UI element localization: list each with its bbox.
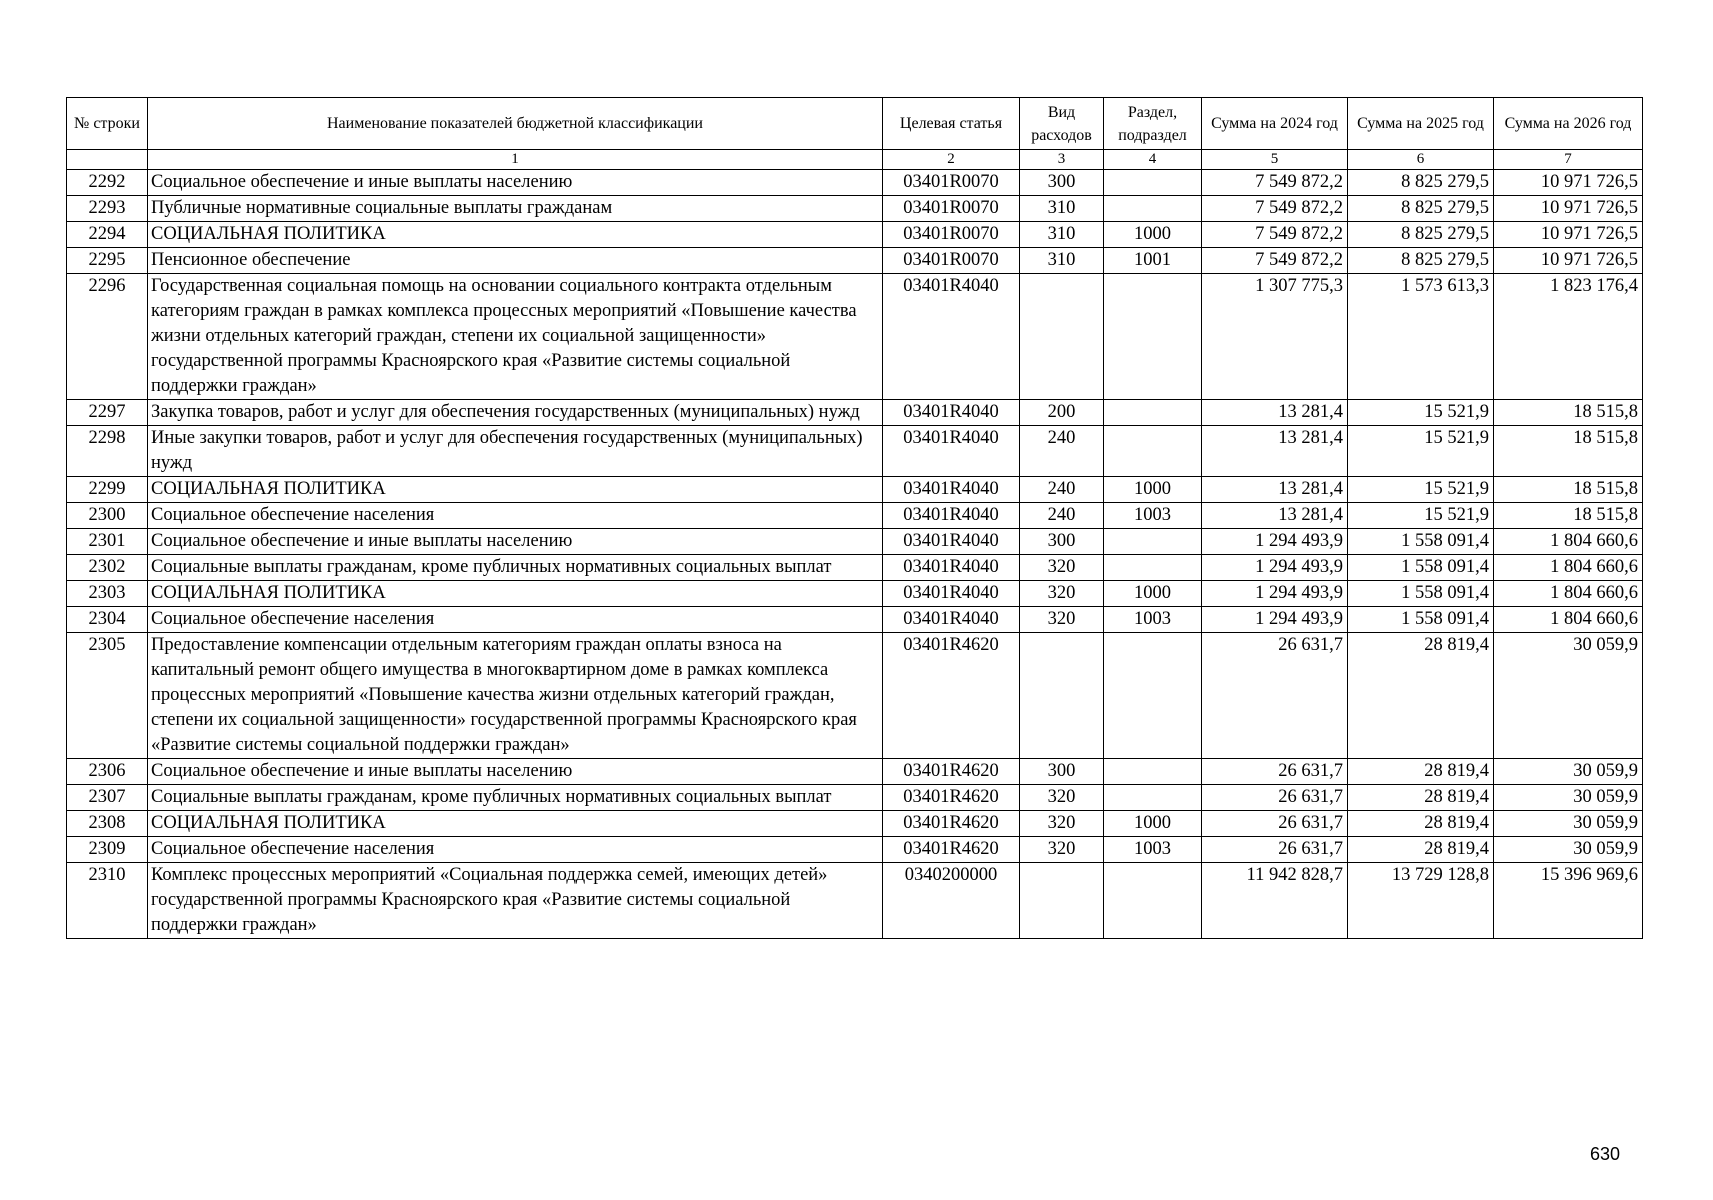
target-article-cell: 03401R4040 (883, 477, 1020, 503)
section-cell: 1000 (1104, 581, 1202, 607)
table-row (67, 222, 1643, 248)
sum-2026-cell: 30 059,9 (1494, 785, 1643, 811)
name-cell: Социальное обеспечение и иные выплаты населению (148, 529, 883, 555)
header-target: Целевая статья (883, 98, 1020, 150)
column-number: 2 (883, 150, 1020, 170)
budget-table-sheet (66, 97, 1642, 939)
row-number-cell: 2302 (67, 555, 148, 581)
sum-2024-cell: 7 549 872,2 (1202, 222, 1348, 248)
table-row (67, 581, 1643, 607)
target-article-cell: 03401R0070 (883, 196, 1020, 222)
expense-kind-cell: 240 (1020, 477, 1104, 503)
target-article-cell: 03401R4040 (883, 581, 1020, 607)
sum-2024-cell: 1 294 493,9 (1202, 555, 1348, 581)
table-row (67, 837, 1643, 863)
expense-kind-cell: 320 (1020, 555, 1104, 581)
row-number-cell: 2310 (67, 863, 148, 939)
table-row (67, 503, 1643, 529)
table-row (67, 863, 1643, 939)
sum-2026-cell: 1 804 660,6 (1494, 607, 1643, 633)
name-cell: СОЦИАЛЬНАЯ ПОЛИТИКА (148, 477, 883, 503)
sum-2025-cell: 1 573 613,3 (1348, 274, 1494, 400)
row-number-cell: 2297 (67, 400, 148, 426)
row-number-cell: 2300 (67, 503, 148, 529)
name-cell: Социальное обеспечение населения (148, 837, 883, 863)
sum-2025-cell: 28 819,4 (1348, 785, 1494, 811)
table-row (67, 633, 1643, 759)
expense-kind-cell: 320 (1020, 837, 1104, 863)
name-cell: Предоставление компенсации отдельным категориям граждан оплаты взноса на капитальный ремонт общего имущества в многоквартирном доме в рамках комплекса процессных мероприятий «Повышение качества жизни отдельных категорий граждан, степени их социальной защищенности» государственной программы Красноярского края «Развитие системы социальной поддержки граждан» (148, 633, 883, 759)
row-number-cell: 2299 (67, 477, 148, 503)
target-article-cell: 03401R4620 (883, 633, 1020, 759)
sum-2026-cell: 10 971 726,5 (1494, 222, 1643, 248)
table-row (67, 607, 1643, 633)
section-cell (1104, 555, 1202, 581)
sum-2026-cell: 18 515,8 (1494, 503, 1643, 529)
target-article-cell: 03401R4620 (883, 837, 1020, 863)
section-cell (1104, 529, 1202, 555)
table-row (67, 400, 1643, 426)
section-cell (1104, 633, 1202, 759)
expense-kind-cell: 200 (1020, 400, 1104, 426)
sum-2024-cell: 13 281,4 (1202, 426, 1348, 477)
header-sum-2024: Сумма на 2024 год (1202, 98, 1348, 150)
header-row-no: № строки (67, 98, 148, 150)
sum-2025-cell: 8 825 279,5 (1348, 196, 1494, 222)
section-cell: 1000 (1104, 811, 1202, 837)
sum-2025-cell: 8 825 279,5 (1348, 222, 1494, 248)
sum-2025-cell: 28 819,4 (1348, 633, 1494, 759)
row-number-cell: 2292 (67, 170, 148, 196)
sum-2025-cell: 1 558 091,4 (1348, 581, 1494, 607)
target-article-cell: 03401R4040 (883, 400, 1020, 426)
table-row (67, 759, 1643, 785)
section-cell: 1001 (1104, 248, 1202, 274)
column-number-row (67, 150, 1643, 170)
sum-2024-cell: 1 294 493,9 (1202, 607, 1348, 633)
column-number: 5 (1202, 150, 1348, 170)
sum-2026-cell: 10 971 726,5 (1494, 196, 1643, 222)
section-cell: 1000 (1104, 477, 1202, 503)
table-row (67, 248, 1643, 274)
column-number: 4 (1104, 150, 1202, 170)
column-number: 1 (148, 150, 883, 170)
sum-2025-cell: 1 558 091,4 (1348, 607, 1494, 633)
section-cell (1104, 426, 1202, 477)
expense-kind-cell: 320 (1020, 581, 1104, 607)
target-article-cell: 03401R0070 (883, 170, 1020, 196)
sum-2026-cell: 30 059,9 (1494, 633, 1643, 759)
name-cell: Пенсионное обеспечение (148, 248, 883, 274)
expense-kind-cell: 300 (1020, 529, 1104, 555)
row-number-cell: 2305 (67, 633, 148, 759)
expense-kind-cell: 320 (1020, 607, 1104, 633)
expense-kind-cell: 310 (1020, 222, 1104, 248)
sum-2026-cell: 15 396 969,6 (1494, 863, 1643, 939)
sum-2025-cell: 8 825 279,5 (1348, 248, 1494, 274)
name-cell: СОЦИАЛЬНАЯ ПОЛИТИКА (148, 811, 883, 837)
sum-2025-cell: 1 558 091,4 (1348, 529, 1494, 555)
target-article-cell: 03401R4040 (883, 607, 1020, 633)
budget-table (66, 97, 1643, 939)
row-number-cell: 2304 (67, 607, 148, 633)
name-cell: Комплекс процессных мероприятий «Социальная поддержка семей, имеющих детей» государственной программы Красноярского края «Развитие системы социальной поддержки граждан» (148, 863, 883, 939)
sum-2026-cell: 1 804 660,6 (1494, 555, 1643, 581)
section-cell: 1003 (1104, 837, 1202, 863)
sum-2024-cell: 13 281,4 (1202, 400, 1348, 426)
expense-kind-cell (1020, 274, 1104, 400)
header-sum-2026: Сумма на 2026 год (1494, 98, 1643, 150)
name-cell: Закупка товаров, работ и услуг для обеспечения государственных (муниципальных) нужд (148, 400, 883, 426)
sum-2025-cell: 28 819,4 (1348, 759, 1494, 785)
sum-2025-cell: 15 521,9 (1348, 503, 1494, 529)
row-number-cell: 2308 (67, 811, 148, 837)
sum-2024-cell: 13 281,4 (1202, 477, 1348, 503)
section-cell: 1003 (1104, 607, 1202, 633)
table-row (67, 170, 1643, 196)
row-number-cell: 2298 (67, 426, 148, 477)
expense-kind-cell: 300 (1020, 759, 1104, 785)
sum-2026-cell: 30 059,9 (1494, 811, 1643, 837)
sum-2024-cell: 11 942 828,7 (1202, 863, 1348, 939)
name-cell: СОЦИАЛЬНАЯ ПОЛИТИКА (148, 222, 883, 248)
target-article-cell: 03401R4040 (883, 503, 1020, 529)
table-header (67, 98, 1643, 170)
sum-2024-cell: 7 549 872,2 (1202, 196, 1348, 222)
sum-2026-cell: 18 515,8 (1494, 400, 1643, 426)
section-cell (1104, 759, 1202, 785)
target-article-cell: 0340200000 (883, 863, 1020, 939)
target-article-cell: 03401R0070 (883, 248, 1020, 274)
expense-kind-cell: 310 (1020, 196, 1104, 222)
table-row (67, 529, 1643, 555)
row-number-cell: 2296 (67, 274, 148, 400)
name-cell: Государственная социальная помощь на основании социального контракта отдельным категориям граждан в рамках комплекса процессных мероприятий «Повышение качества жизни отдельных категорий граждан, степени их социальной защищенности» государственной программы Красноярского края «Развитие системы социальной поддержки граждан» (148, 274, 883, 400)
sum-2025-cell: 8 825 279,5 (1348, 170, 1494, 196)
sum-2025-cell: 15 521,9 (1348, 426, 1494, 477)
name-cell: СОЦИАЛЬНАЯ ПОЛИТИКА (148, 581, 883, 607)
sum-2024-cell: 1 294 493,9 (1202, 529, 1348, 555)
sum-2025-cell: 15 521,9 (1348, 400, 1494, 426)
sum-2024-cell: 26 631,7 (1202, 811, 1348, 837)
name-cell: Социальное обеспечение населения (148, 607, 883, 633)
sum-2024-cell: 1 307 775,3 (1202, 274, 1348, 400)
sum-2025-cell: 13 729 128,8 (1348, 863, 1494, 939)
header-kind: Вид расходов (1020, 98, 1104, 150)
expense-kind-cell: 310 (1020, 248, 1104, 274)
sum-2026-cell: 1 823 176,4 (1494, 274, 1643, 400)
target-article-cell: 03401R4040 (883, 555, 1020, 581)
header-section: Раздел, подраздел (1104, 98, 1202, 150)
expense-kind-cell: 240 (1020, 503, 1104, 529)
expense-kind-cell (1020, 863, 1104, 939)
sum-2026-cell: 10 971 726,5 (1494, 248, 1643, 274)
target-article-cell: 03401R4040 (883, 529, 1020, 555)
sum-2025-cell: 28 819,4 (1348, 811, 1494, 837)
name-cell: Социальное обеспечение и иные выплаты населению (148, 759, 883, 785)
expense-kind-cell: 320 (1020, 811, 1104, 837)
sum-2024-cell: 7 549 872,2 (1202, 248, 1348, 274)
expense-kind-cell: 240 (1020, 426, 1104, 477)
section-cell (1104, 170, 1202, 196)
row-number-cell: 2293 (67, 196, 148, 222)
sum-2026-cell: 1 804 660,6 (1494, 529, 1643, 555)
section-cell: 1000 (1104, 222, 1202, 248)
target-article-cell: 03401R0070 (883, 222, 1020, 248)
row-number-cell: 2295 (67, 248, 148, 274)
sum-2025-cell: 28 819,4 (1348, 837, 1494, 863)
sum-2026-cell: 30 059,9 (1494, 759, 1643, 785)
column-number: 3 (1020, 150, 1104, 170)
row-number-cell: 2303 (67, 581, 148, 607)
section-cell (1104, 400, 1202, 426)
column-number: 7 (1494, 150, 1643, 170)
table-row (67, 274, 1643, 400)
name-cell: Социальные выплаты гражданам, кроме публичных нормативных социальных выплат (148, 555, 883, 581)
expense-kind-cell: 320 (1020, 785, 1104, 811)
sum-2026-cell: 30 059,9 (1494, 837, 1643, 863)
sum-2025-cell: 1 558 091,4 (1348, 555, 1494, 581)
name-cell: Социальное обеспечение и иные выплаты населению (148, 170, 883, 196)
sum-2026-cell: 10 971 726,5 (1494, 170, 1643, 196)
row-number-cell: 2307 (67, 785, 148, 811)
name-cell: Иные закупки товаров, работ и услуг для обеспечения государственных (муниципальных) нужд (148, 426, 883, 477)
sum-2024-cell: 26 631,7 (1202, 785, 1348, 811)
name-cell: Социальные выплаты гражданам, кроме публичных нормативных социальных выплат (148, 785, 883, 811)
name-cell: Публичные нормативные социальные выплаты гражданам (148, 196, 883, 222)
table-row (67, 555, 1643, 581)
sum-2025-cell: 15 521,9 (1348, 477, 1494, 503)
sum-2024-cell: 26 631,7 (1202, 759, 1348, 785)
column-number-blank (67, 150, 148, 170)
target-article-cell: 03401R4620 (883, 811, 1020, 837)
target-article-cell: 03401R4040 (883, 274, 1020, 400)
section-cell (1104, 863, 1202, 939)
target-article-cell: 03401R4620 (883, 785, 1020, 811)
target-article-cell: 03401R4040 (883, 426, 1020, 477)
section-cell (1104, 274, 1202, 400)
expense-kind-cell (1020, 633, 1104, 759)
table-row (67, 426, 1643, 477)
row-number-cell: 2294 (67, 222, 148, 248)
row-number-cell: 2309 (67, 837, 148, 863)
section-cell: 1003 (1104, 503, 1202, 529)
sum-2024-cell: 26 631,7 (1202, 633, 1348, 759)
table-body (67, 170, 1643, 939)
name-cell: Социальное обеспечение населения (148, 503, 883, 529)
column-number: 6 (1348, 150, 1494, 170)
sum-2024-cell: 1 294 493,9 (1202, 581, 1348, 607)
row-number-cell: 2306 (67, 759, 148, 785)
header-name: Наименование показателей бюджетной классификации (148, 98, 883, 150)
sum-2024-cell: 26 631,7 (1202, 837, 1348, 863)
row-number-cell: 2301 (67, 529, 148, 555)
table-row (67, 477, 1643, 503)
expense-kind-cell: 300 (1020, 170, 1104, 196)
table-row (67, 785, 1643, 811)
table-row (67, 196, 1643, 222)
sum-2026-cell: 1 804 660,6 (1494, 581, 1643, 607)
table-row (67, 811, 1643, 837)
sum-2026-cell: 18 515,8 (1494, 426, 1643, 477)
page-number: 630 (1590, 1144, 1621, 1164)
section-cell (1104, 785, 1202, 811)
target-article-cell: 03401R4620 (883, 759, 1020, 785)
sum-2024-cell: 7 549 872,2 (1202, 170, 1348, 196)
section-cell (1104, 196, 1202, 222)
sum-2024-cell: 13 281,4 (1202, 503, 1348, 529)
header-sum-2025: Сумма на 2025 год (1348, 98, 1494, 150)
sum-2026-cell: 18 515,8 (1494, 477, 1643, 503)
